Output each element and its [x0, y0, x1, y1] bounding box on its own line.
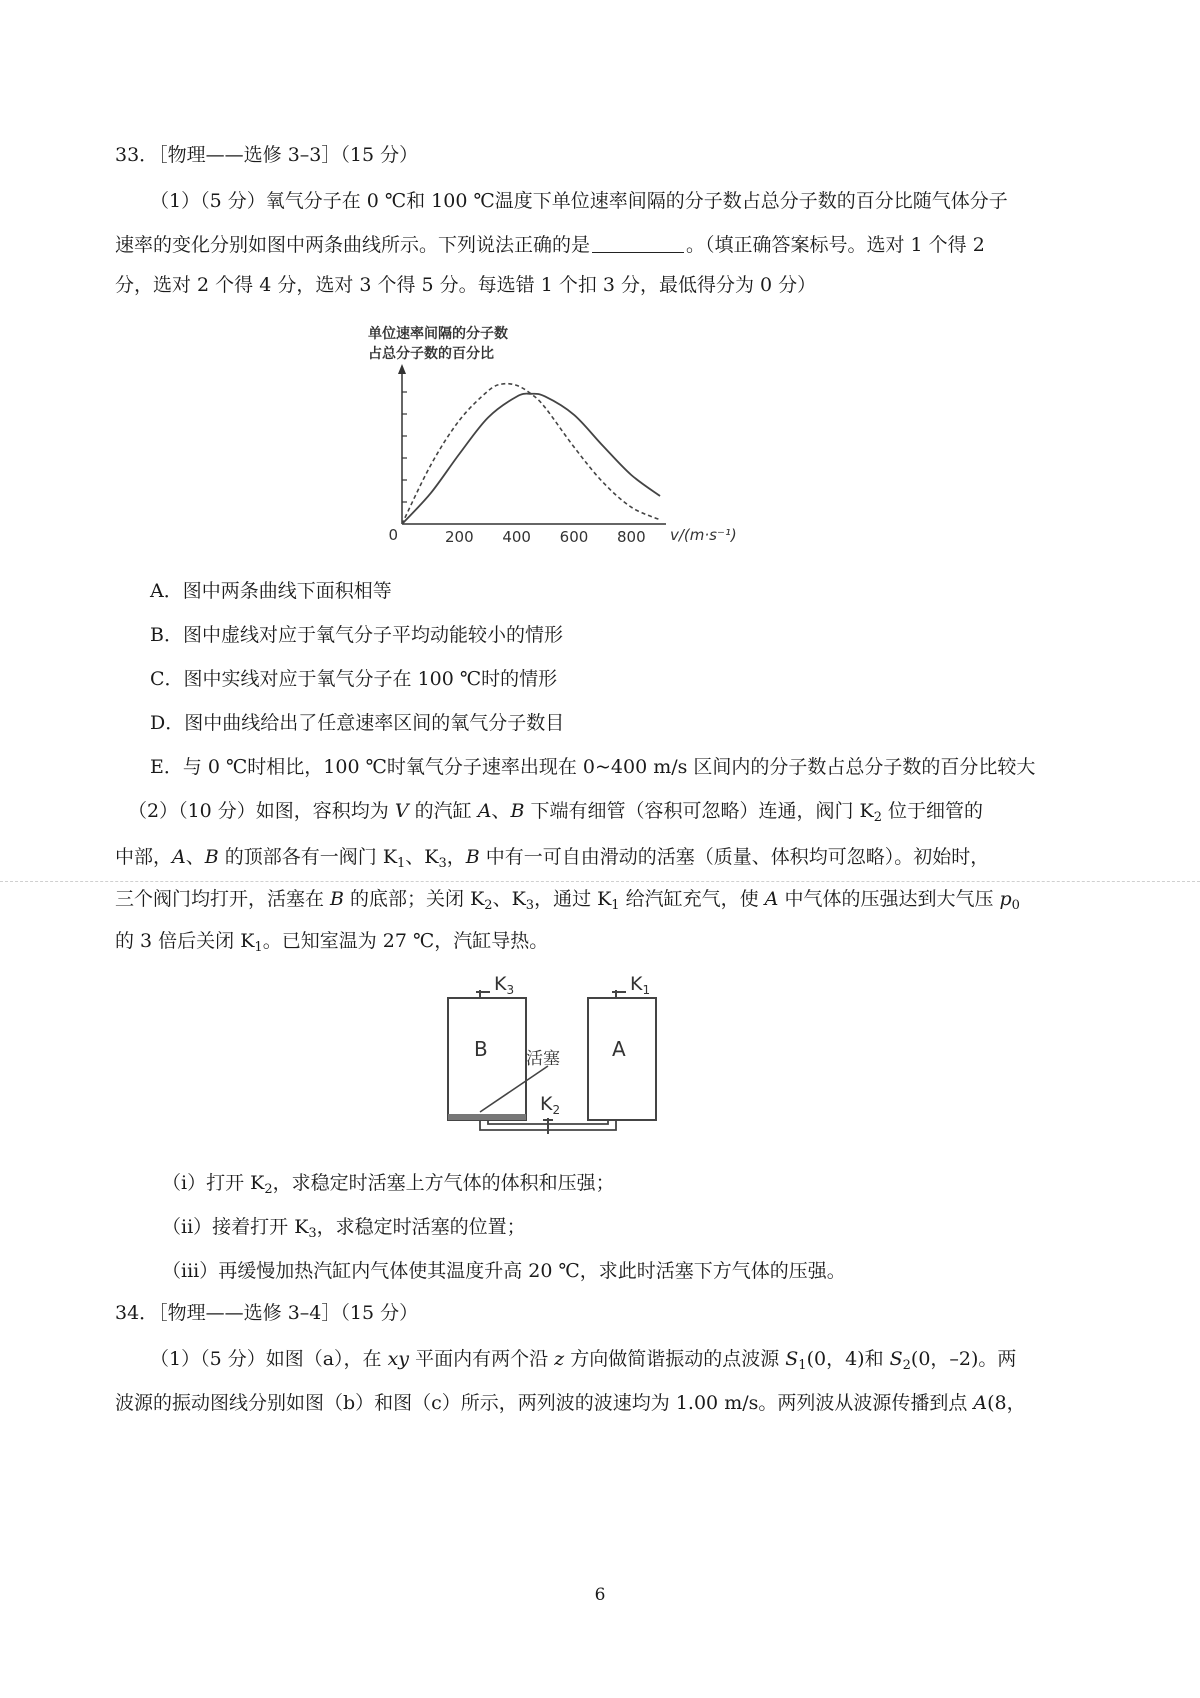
q33-part2-line4: 的 3 倍后关闭 $K_1$。已知室温为 27 ℃，汽缸导热。 — [115, 930, 549, 955]
q33-option-c: C．图中实线对应于氧气分子在 100 ℃时的情形 — [150, 668, 558, 690]
q33-option-d: D．图中曲线给出了任意速率区间的氧气分子数目 — [150, 712, 565, 734]
q33-heading: 33．［物理——选修 3–3］（15 分） — [115, 144, 419, 166]
q33-part2-line1: （2）（10 分）如图，容积均为 V 的汽缸 A、B 下端有细管（容积可忽略）连通，阀门 $K_2$ 位于细管的 — [128, 800, 984, 825]
chart-xlabel: v/(m·s⁻¹) — [670, 526, 737, 544]
q33-option-b: B．图中虚线对应于氧气分子平均动能较小的情形 — [150, 624, 563, 646]
chart-x-ticks — [445, 528, 646, 546]
chart-y-axis-arrow — [398, 364, 406, 374]
x-tick-label-600: 600 — [559, 528, 589, 546]
speed-distribution-chart — [360, 318, 760, 558]
answer-blank — [592, 234, 684, 253]
label-k1: $K_1$ — [630, 973, 651, 997]
q34-line2: 波源的振动图线分别如图（b）和图（c）所示，两列波的波速均为 1.00 m/s。两列波从波源传播到点 A(8， — [115, 1392, 1026, 1414]
label-k3: $K_3$ — [494, 973, 515, 997]
piston-pointer — [480, 1066, 548, 1112]
q33-part1-line3: 分，选对 2 个得 4 分，选对 3 个得 5 分。每选错 1 个扣 3 分，最低得分为 0 分） — [115, 274, 817, 296]
q33-part2-line2: 中部，A、B 的顶部各有一阀门 $K_1$、$K_3$，B 中有一可自由滑动的活塞（质量、体积均可忽略）。初始时， — [115, 846, 990, 871]
curve-solid-series — [402, 394, 660, 524]
chart-ylabel-line1: 单位速率间隔的分子数 — [368, 326, 508, 342]
piston-bottom — [448, 1114, 526, 1120]
x-tick-label-400: 400 — [502, 528, 531, 546]
x-tick-label-200: 200 — [445, 528, 474, 546]
chart-ylabel-line2: 占总分子数的百分比 — [368, 346, 494, 362]
label-k2: $K_2$ — [540, 1093, 561, 1117]
dashed-divider — [0, 881, 1200, 882]
q33-part1-line1: （1）（5 分）氧气分子在 0 ℃和 100 ℃温度下单位速率间隔的分子数占总分子数的百分比随气体分子 — [150, 190, 1008, 212]
label-b: B — [474, 1037, 488, 1061]
label-a: A — [612, 1037, 626, 1061]
cylinder-diagram — [440, 968, 740, 1148]
q33-part1-line2: 速率的变化分别如图中两条曲线所示。下列说法正确的是 。（填正确答案标号。选对 1 个得 2 — [115, 234, 985, 256]
label-piston: 活塞 — [526, 1049, 560, 1069]
chart-origin-label: 0 — [388, 526, 398, 544]
x-tick-label-800: 800 — [617, 528, 646, 546]
q33-subq-iii: （iii）再缓慢加热汽缸内气体使其温度升高 20 ℃，求此时活塞下方气体的压强。 — [162, 1260, 846, 1282]
q33-subq-i: （i）打开 $K_2$，求稳定时活塞上方气体的体积和压强； — [162, 1172, 615, 1197]
q33-option-a: A．图中两条曲线下面积相等 — [150, 580, 392, 602]
q33-option-e: E．与 0 ℃时相比，100 ℃时氧气分子速率出现在 0~400 m/s 区间内的分子数占总分子数的百分比较大 — [150, 756, 1036, 778]
q33-part2-line3: 三个阀门均打开，活塞在 B 的底部；关闭 $K_2$、$K_3$，通过 $K_1$ 给汽缸充气，使 A 中气体的压强达到大气压 $p_0$ — [115, 888, 1020, 913]
q34-line1: （1）（5 分）如图（a），在 xy 平面内有两个沿 z 方向做简谐振动的点波源 $S_1(0$，4)和 $S_2(0$，–2)。两 — [150, 1348, 1017, 1373]
q33-subq-ii: （ii）接着打开 $K_3$，求稳定时活塞的位置； — [162, 1216, 526, 1241]
q34-heading: 34．［物理——选修 3–4］（15 分） — [115, 1302, 419, 1324]
curve-dashed-series — [402, 384, 660, 524]
page-number: 6 — [594, 1585, 606, 1605]
